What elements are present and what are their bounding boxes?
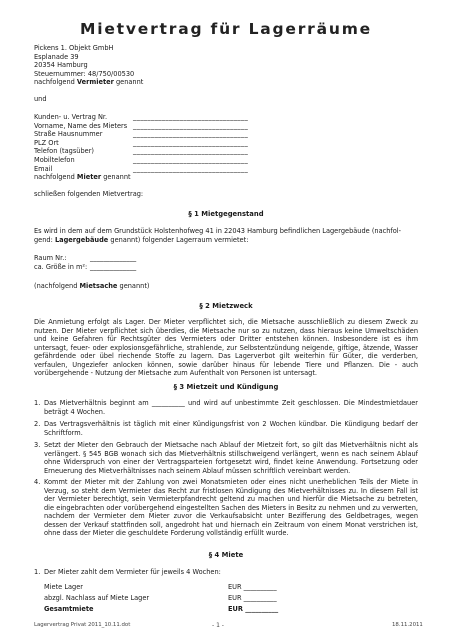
room-size-label: ca. Größe in m²:	[34, 262, 88, 271]
and-word: und	[34, 95, 47, 103]
field-label: PLZ Ort	[34, 138, 59, 147]
item-number: 4.	[34, 478, 41, 486]
total-rent-label: Gesamtmiete	[44, 605, 94, 613]
item-number: 1.	[34, 568, 41, 576]
landlord-line: Steuernummer: 48/750/00530	[34, 69, 135, 78]
field-label: Email	[34, 164, 53, 173]
field-blank[interactable]: ________________________________	[133, 113, 249, 121]
field-label: Mobiltelefon	[34, 156, 75, 164]
footer-filename: Lagervertrag Privat 2011_10.11.dot	[34, 622, 131, 628]
section-2-text: Die Anmietung erfolgt als Lager. Der Mieter verpflichtet sich, die Mietsache ausschließlich zu diesem Zweck zu nutzen. Der Mieter verpflichtet sich überdies, die Mietsache nur so zu nutzen, dass hieraus keine Umweltschäden und keine Gefahren für Rechtsgüter des Vermieters oder Dritter entstehen können. Insbesondere ist es ihm untersagt, feuer- oder explosionsgefährliche, strahlende, zur Selbstentzündung neigende, giftige, ätzende, Wasser gefährdende oder übel riechende Stoffe zu lagern. Das Lagerverbot gilt weiterhin für Güter, die verderben, verfaulen, Ungeziefer anlocken können, sowie darüber hinaus für lebende Tiere und Pflanzen. Die - auch vorübergehende - Nutzung der Mietsache zum Aufenthalt von Personen ist untersagt.	[34, 318, 418, 377]
item-number: 3.	[34, 441, 41, 449]
page-number: - 1 -	[212, 622, 224, 629]
closing-intro: schließen folgenden Mietvertrag:	[34, 190, 144, 198]
field-blank[interactable]: ________________________________	[133, 138, 249, 147]
section-3-heading: § 3 Mietzeit und Kündigung	[173, 383, 279, 391]
discount-label: abzgl. Nachlass auf Miete Lager	[44, 594, 150, 602]
field-label: Vorname, Name des Mieters	[34, 121, 128, 130]
total-rent-amount-blank[interactable]: EUR __________	[228, 605, 279, 613]
landlord-line: Pickens 1. Objekt GmbH	[34, 44, 114, 52]
field-blank[interactable]: ________________________________	[133, 164, 249, 173]
section-3-item: Setzt der Mieter den Gebrauch der Mietsache nach Ablauf der Mietzeit fort, so gilt das Mietverhältnis nicht als verlängert. § 545 BGB wonach sich das Mietverhältnis stillschweigend verlängert, wenn es nach seinem Ablauf ohne Widerspruch von einer der Vertragsparteien fortgesetzt wird, findet keine Anwendung. Fortsetzung oder Erneuerung des Mietverhältnisses nach seinem Ablauf müssen schriftlich vereinbart werden.	[44, 441, 418, 475]
mietsache-note: (nachfolgend Mietsache genannt)	[34, 282, 150, 290]
field-blank[interactable]: ________________________________	[133, 130, 249, 139]
landlord-line: 20354 Hamburg	[34, 61, 88, 70]
footer-date: 18.11.2011	[392, 622, 423, 628]
field-label: Telefon (tagsüber)	[34, 147, 95, 156]
tenant-role: nachfolgend Mieter genannt	[34, 173, 131, 182]
section-3-item: Kommt der Mieter mit der Zahlung von zwei Monatsmieten oder eines nicht unerheblichen Teils der Miete in Verzug, so steht dem Vermieter das Recht zur fristlosen Kündigung des Mietverhältnisses zu. In diesem Fall ist der Vermieter berechtigt, sein Vermieterpfandrecht geltend zu machen und hierfür die Mietsache zu betreten, die eingebrachten oder vorübergehend eingestellten Sachen des Mieters in Besitz zu nehmen und zu verwerten, nachdem der Vermieter dem Mieter zuvor die Verkaufsabsicht unter Bezifferung des Geldbetrages, wegen dessen der Verkauf stattfinden soll, angedroht hat und hiernach ein Zeitraum von einem Monat verstrichen ist, ohne dass der Mieter die geschuldete Forderung vollständig erfüllt wurde.	[44, 478, 418, 537]
field-label: Kunden- u. Vertrag Nr.	[34, 113, 108, 121]
room-number-label: Raum Nr.:	[34, 254, 67, 262]
rent-label: Miete Lager	[44, 583, 83, 591]
item-number: 1.	[34, 399, 41, 407]
section-4-heading: § 4 Miete	[208, 551, 244, 559]
discount-amount-blank[interactable]: EUR __________	[228, 594, 277, 602]
rent-amount-blank[interactable]: EUR __________	[228, 583, 277, 591]
section-3-item: Das Mietverhältnis beginnt am __________ und wird auf unbestimmte Zeit geschlossen. Die Mindestmietdauer beträgt 4 Wochen.	[44, 399, 418, 416]
landlord-line: Esplanade 39	[34, 52, 79, 61]
rent-intro: Der Mieter zahlt dem Vermieter für jeweils 4 Wochen:	[44, 568, 221, 576]
landlord-block	[34, 44, 420, 87]
section-1-heading: § 1 Mietgegenstand	[188, 210, 264, 218]
document-title: Mietvertrag für Lagerräume	[80, 20, 372, 38]
section-2-heading: § 2 Mietzweck	[199, 302, 253, 310]
landlord-role: nachfolgend Vermieter genannt	[34, 78, 144, 87]
field-blank[interactable]: ________________________________	[133, 147, 249, 156]
section-3-item: Das Vertragsverhältnis ist täglich mit einer Kündigungsfrist von 2 Wochen kündbar. Die Kündigung bedarf der Schriftform.	[44, 420, 418, 437]
room-number-blank[interactable]: ______________	[90, 254, 137, 262]
room-size-blank[interactable]: ______________	[90, 262, 137, 271]
item-number: 2.	[34, 420, 41, 428]
field-blank[interactable]: ________________________________	[133, 121, 249, 130]
field-label: Straße Hausnummer	[34, 130, 103, 139]
field-blank[interactable]: ________________________________	[133, 156, 249, 164]
section-1-text: Es wird in dem auf dem Grundstück Holstenhofweg 41 in 22043 Hamburg befindlichen Lagergebäude (nachfol- gend: Lagergebäude genannt) folgender Lagerraum vermietet:	[34, 227, 401, 244]
